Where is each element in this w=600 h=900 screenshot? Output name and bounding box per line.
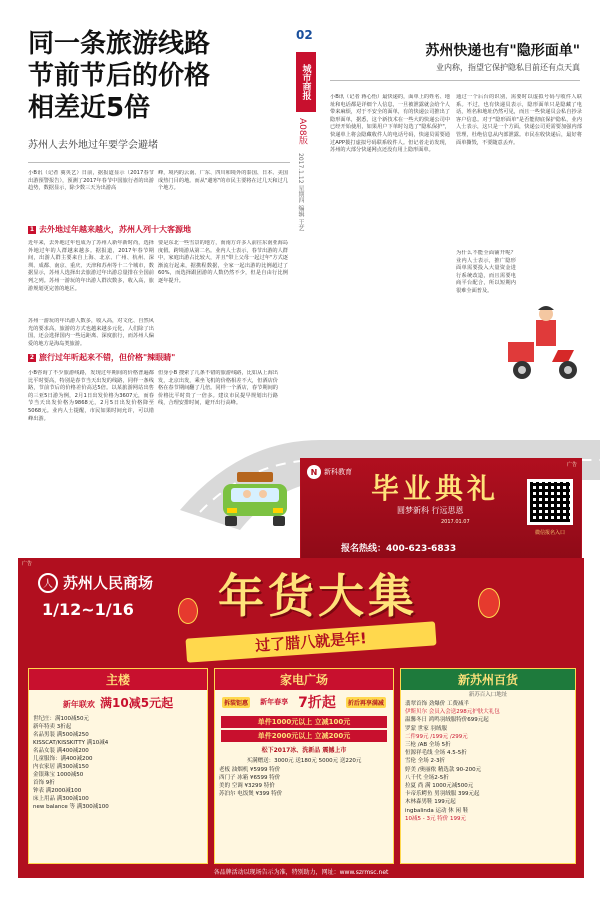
edition: A08版 bbox=[297, 118, 307, 145]
express-subhead: 业内称，指望它保护隐私目前还有点天真 bbox=[436, 63, 580, 72]
subhead: 苏州人去外地过年要学会避堵 bbox=[28, 140, 158, 151]
promo-label: 新年联欢 bbox=[62, 700, 95, 709]
col2-text: 要是东北一些雪景的地方，而南方许多人前往东南亚海岛度假。跨境游从第二名。业内人士表示，春节出游的人群中，家庭出游占比较大，并且"带上父母一起过年"方式逐渐流行起来，据携程数据，全家一起出游的比例超过了60%，而选择跟团游的人数仍然不少，但是自由行比例逐年提升。 bbox=[158, 240, 288, 284]
ad-title: 毕业典礼 bbox=[371, 472, 500, 505]
divider bbox=[28, 162, 290, 163]
section1-heading bbox=[28, 224, 290, 235]
section2-text: 小B咨询了不少旅游线路，发现过年期间的价格普遍都比平时要高，特别是春节当天出发的线路，同样一条线路，节前节后的价格差价高达5倍。以某旅游网站出售的三亚5日游为例，2月1日出发价格为3607元，而春节当天出发价格为9868元，2月5日出发价格降至5068元。业内人士提醒，市民如果时间允许，可以错峰出游。 bbox=[28, 370, 154, 422]
ad-date: 2017.01.07 bbox=[441, 519, 470, 525]
divider bbox=[330, 80, 580, 81]
buyers: 买满赠送：3000元 送180元 5000元 送220元 bbox=[246, 758, 362, 764]
col2b-text: 但身小B 搜索了几条不错的旅游线路，比如从上海出发，北京出发，乘坐飞机的价格相差不大，但酒店价格在春节期间翻了几倍。同样一个酒店，春节期间的价格比平时贵了一倍多。建议市民提早规划出行路线，合理安排时间，避开出行高峰。 bbox=[158, 370, 278, 407]
promo-value: 7折起 bbox=[298, 695, 336, 711]
express-col1: 小B讯（记者 蒋心怡）最快递的，面单上的姓名、地址和电话都是详细个人信息，一旦被泄露就会给个人带来麻烦，对于不安全的面单，有的快递公司推出了隐形面单，据悉，这个新技术在一些大的快递公司中已经开始使用，如果用户下单时勾选了"隐私保护"，快递单上将会隐藏收件人的电话号码，快递员需要通过APP拨打虚拟号码联系收件人。但记者走访发现，苏州的大部分快递网点还没有用上隐形面单。 bbox=[330, 94, 450, 154]
section2-title: 旅行过年听起来不错，但价格"辣眼睛" bbox=[39, 353, 176, 362]
list-item: 罗蒙 世家 羽绒服 bbox=[405, 725, 447, 732]
panel-title: 主楼 bbox=[29, 669, 207, 690]
page-number: 02 bbox=[296, 28, 313, 42]
section-number: 2 bbox=[29, 354, 35, 361]
promo-badge: 拆装钜惠 bbox=[222, 697, 250, 708]
headline-line: 节前节后的价格 bbox=[28, 61, 211, 91]
courier-scooter-icon bbox=[488, 300, 588, 390]
list-item: KISSCAT/KISSKITTY 满10减4 bbox=[33, 740, 109, 746]
ad-corner-label: 广告 bbox=[566, 462, 577, 468]
panel-lines bbox=[401, 698, 575, 825]
list-item: 名品男装 满500减250 bbox=[33, 732, 89, 738]
col2-intro: 峰，境内的云南、广东、四川和境外的泰国、日本、美国成热门目的地。而从"避寒"的市民主要将在过几天和过几个地方。 bbox=[158, 170, 288, 192]
panel-promo bbox=[29, 690, 207, 713]
mall-ad[interactable] bbox=[18, 558, 584, 878]
list-item: 伊斯贝尔 会员入会送298元护肤大礼包 bbox=[405, 709, 500, 716]
list-item: 金银珠宝 1000减50 bbox=[33, 772, 84, 778]
deal-2: 单件2000元以上 立减200元 bbox=[221, 730, 387, 742]
list-item: 二件99元 /199元 /299元 bbox=[405, 733, 468, 740]
list-item: 新年特卖 3折起 bbox=[33, 724, 72, 730]
ad-corner-label: 广告 bbox=[22, 561, 33, 567]
ad-slogan: 圆梦新科 行远思恩 bbox=[397, 506, 464, 515]
section1-title: 去外地过年越来越火，苏州人列十大客源地 bbox=[39, 225, 191, 234]
hotline-number: 400-623-6833 bbox=[386, 544, 457, 554]
section-number: 1 bbox=[29, 226, 35, 233]
deal-1: 单件1000元以上 立减100元 bbox=[221, 716, 387, 728]
panel-appliances[interactable] bbox=[214, 668, 394, 864]
qr-label: 微信报名入口 bbox=[534, 530, 565, 536]
panel-title: 新苏州百货 bbox=[401, 669, 575, 690]
taxi-icon bbox=[215, 470, 295, 530]
list-item: 老板 油烟机 ¥5999 特价 bbox=[219, 767, 281, 773]
list-item: 钟表 满2000减100 bbox=[33, 788, 82, 794]
panel-subtitle: 新苏百入口地址 bbox=[468, 692, 508, 698]
list-item: 恒源祥毛线 全场 4.5-5折 bbox=[405, 750, 467, 757]
ribbon-text: 过了腊八就是年! bbox=[254, 629, 368, 655]
promo-prefix: 新年春享 bbox=[260, 698, 289, 706]
section1-text-b: 苏州一游玩的年出游人数多，收入高，对文化、自然风光的要求高，旅游的方式也越来越多元化，人们除了出国，还会选择国内一些远距离、深度旅行，而苏州人偏爱的地方是海岛类旅游。 bbox=[28, 318, 154, 347]
hotline[interactable] bbox=[341, 541, 456, 554]
list-item: 温馨冬日 鸿鸣羽绒服特价699元起 bbox=[405, 717, 489, 724]
list-item: 八千代 全场2-5折 bbox=[405, 774, 449, 781]
list-item: 10减5 - 3元 特价 199元 bbox=[405, 815, 466, 822]
byline-paragraph: 小B讯（记者 冀英艺）日前，据报道显示（2017春节出游预警报告），预测了2017年春节中国旅行者的出游趋势，数据显示，除少数三天为出游高 bbox=[28, 170, 154, 192]
list-item: 三枪 /AB 全场 5折 bbox=[405, 742, 451, 749]
list-item: 婷美 /奥丽侬 精选款 90-200元 bbox=[405, 766, 482, 773]
date-line: 2017.1.12 星期四 编辑 王艺 bbox=[297, 152, 304, 231]
express-col2: 通过一个后台的识别，需要时以虚拟号码与收件人联系。不过，也有快递员表示，隐形面单只是隐藏了电话，姓名和地址仍然可见，而且一些快递员会私自抄录客户信息。对于"隐形面单"是否能彻底保护隐私，业内人士表示，这只是一个方面，快递公司更需要加强内部管理，杜绝信息从内部泄露。市民在收快递后，最好将面单撕毁，不要随意丢弃。 bbox=[456, 94, 582, 146]
panel-lines bbox=[215, 764, 393, 800]
list-item: 内衣家居 满300减150 bbox=[33, 764, 89, 770]
express-col2-tail: 为什么不能全面铺开呢？业内人士表示，推广隐形面单需要投入大量资金进行系统改造，而且需要电商平台配合，所以短期内很难全面普及。 bbox=[456, 250, 516, 294]
list-item: 名品女装 满400减200 bbox=[33, 748, 89, 754]
mall-name: 苏州人民商场 bbox=[63, 574, 154, 592]
list-item: 美的 空调 ¥3299 特价 bbox=[219, 783, 275, 789]
list-item: ingbalinda 运动 休 闲 鞋 bbox=[405, 807, 469, 814]
lantern-left bbox=[178, 598, 198, 624]
panel-lines bbox=[29, 713, 207, 813]
lantern-right bbox=[478, 588, 500, 618]
list-item: 翡翠首饰 劲爆价 工费减半 bbox=[405, 701, 469, 707]
list-item: 雪伦 全场 2-3折 bbox=[405, 758, 445, 765]
masthead-logo bbox=[296, 52, 316, 112]
list-item: 首饰 9折 bbox=[33, 780, 55, 786]
headline bbox=[28, 28, 290, 124]
mall-logo bbox=[38, 572, 153, 593]
masthead-text: 城市商报 bbox=[300, 64, 311, 100]
list-item: 西门子 冰箱 ¥6599 特价 bbox=[219, 775, 281, 781]
list-item: 拉夏 尚 满 1000元减500元 bbox=[405, 783, 474, 790]
ribbon bbox=[185, 621, 436, 662]
panel-title: 家电广场 bbox=[215, 669, 393, 690]
hotline-label: 报名热线： bbox=[341, 544, 387, 554]
list-item: 儿童服饰：满400减200 bbox=[33, 756, 93, 762]
school-logo bbox=[307, 465, 352, 479]
list-item: 世纪庄：满100减50元 bbox=[33, 716, 89, 722]
promo-row bbox=[215, 690, 393, 714]
sub-title: 松下2017冰、洗新品 震撼上市 bbox=[261, 747, 347, 754]
section1-text-a: 近年来，去外地过年也成为了苏州人新年新时尚，选择外地过年的人群越来越多。据报道，2017年春节期间，出游人群主要来自上海、北京、广州、杭州、深圳、成都、南京、重庆、天津和苏州等十二个城市，数据显示，苏州人选择出去旅游过年出游总量排在全国前列之列。苏州一游玩的年出游人群次数多，收入高，旅游规划更完善的地区。 bbox=[28, 240, 154, 292]
headline-line: 同一条旅游线路 bbox=[28, 29, 211, 59]
panel-main-building[interactable] bbox=[28, 668, 208, 864]
logo-icon: N bbox=[307, 465, 321, 479]
express-headline: 苏州快递也有"隐形面单" bbox=[425, 43, 580, 59]
mall-dates: 1/12~1/16 bbox=[42, 600, 134, 619]
headline-line: 相差近5倍 bbox=[28, 93, 151, 123]
section2-heading bbox=[28, 352, 290, 363]
promo-tag: 折后再享满减 bbox=[346, 697, 386, 708]
list-item: 苏泊尔 电饭煲 ¥399 特价 bbox=[219, 791, 283, 797]
list-item: new balance 等 满300减100 bbox=[33, 804, 109, 810]
mall-footer: 各品牌活动以现场告示为准，特别助力，网址：www.szrmsc.net bbox=[213, 869, 389, 876]
panel-new-suzhou[interactable] bbox=[400, 668, 576, 864]
promo-value: 满10减5元起 bbox=[100, 696, 174, 710]
page-sidebar bbox=[296, 28, 324, 358]
mall-banner: 年货大集 bbox=[218, 569, 418, 623]
graduation-ad[interactable] bbox=[300, 458, 582, 570]
list-item: 木林森男鞋 199元起 bbox=[405, 799, 456, 806]
list-item: 床上用品 满300减100 bbox=[33, 796, 89, 802]
school-name: 新科教育 bbox=[324, 468, 352, 476]
qr-code-icon[interactable] bbox=[527, 479, 573, 525]
mall-logo-icon: 人 bbox=[38, 573, 58, 593]
list-item: 卡帝乐鳄鱼 男羽绒服 399元起 bbox=[405, 791, 480, 798]
